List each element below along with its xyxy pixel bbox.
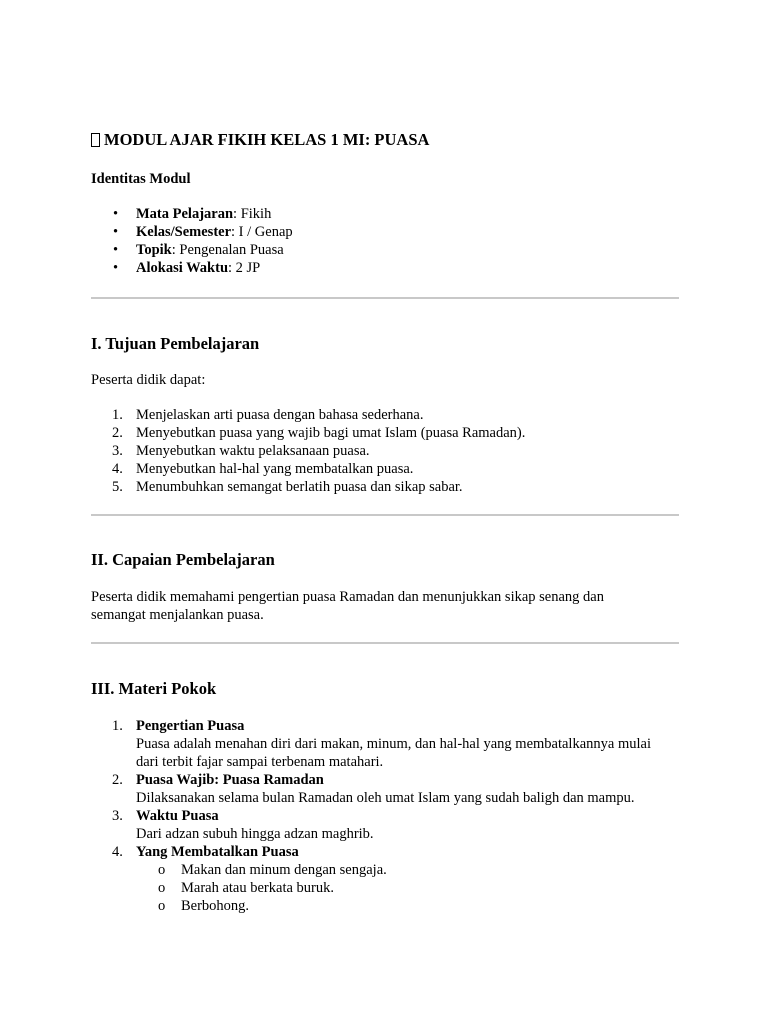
capaian-heading: II. Capaian Pembelajaran [91,550,275,569]
item-number: 5. [112,479,123,495]
list-item [91,807,679,843]
list-item [91,223,679,241]
document-title [91,129,679,151]
item-desc: Dilaksanakan selama bulan Ramadan oleh umat Islam yang sudah baligh dan mampu. [136,790,635,806]
list-item [91,424,679,442]
list-item [91,843,679,915]
item-title: Pengertian Puasa [136,718,245,734]
item-text: Menyebutkan puasa yang wajib bagi umat Islam (puasa Ramadan). [136,425,526,441]
identitas-list [91,205,679,277]
document-title-text: MODUL AJAR FIKIH KELAS 1 MI: PUASA [104,130,430,149]
item-label: Kelas/Semester [136,224,232,240]
item-number: 2. [112,772,123,788]
document-icon [91,133,100,147]
item-text: Menyebutkan waktu pelaksanaan puasa. [136,443,370,459]
tujuan-intro: Peserta didik dapat: [91,372,206,388]
sub-bullet-mark: o [158,862,166,878]
sub-bullet-mark: o [158,898,166,914]
list-item [91,259,679,277]
item-desc: dari terbit fajar sampai terbenam matahari. [136,754,384,770]
list-item [91,241,679,259]
item-title: Yang Membatalkan Puasa [136,844,299,860]
item-value: : I / Genap [231,224,293,240]
item-number: 4. [112,844,123,860]
item-number: 2. [112,425,123,441]
bullet-mark: • [113,242,119,258]
sub-item-text: Marah atau berkata buruk. [181,880,334,896]
item-label: Topik [136,242,172,258]
sub-list-item [136,879,679,897]
list-item [91,771,679,807]
sub-item-text: Makan dan minum dengan sengaja. [181,862,387,878]
item-value: : Fikih [233,206,272,222]
tujuan-heading: I. Tujuan Pembelajaran [91,334,260,353]
tujuan-list [91,406,679,496]
item-label: Mata Pelajaran [136,206,234,222]
sub-item-text: Berbohong. [181,898,250,914]
bullet-mark: • [113,224,119,240]
item-number: 4. [112,461,123,477]
item-title: Puasa Wajib: Puasa Ramadan [136,772,324,788]
list-item [91,460,679,478]
list-item [91,406,679,424]
item-text: Menyebutkan hal-hal yang membatalkan puasa. [136,461,414,477]
capaian-text [91,588,679,624]
item-number: 3. [112,808,123,824]
item-label: Alokasi Waktu [136,260,229,276]
item-number: 1. [112,718,123,734]
capaian-line: Peserta didik memahami pengertian puasa Ramadan dan menunjukkan sikap senang dan [91,589,604,605]
list-item [91,442,679,460]
materi-list [91,717,679,915]
bullet-mark: • [113,260,119,276]
item-text: Menjelaskan arti puasa dengan bahasa sederhana. [136,407,424,423]
item-number: 3. [112,443,123,459]
sub-list [136,861,679,915]
item-title: Waktu Puasa [136,808,219,824]
list-item [91,717,679,771]
materi-heading: III. Materi Pokok [91,679,217,698]
identitas-heading: Identitas Modul [91,171,191,187]
sub-list-item [136,861,679,879]
bullet-mark: • [113,206,119,222]
list-item [91,478,679,496]
sub-list-item [136,897,679,915]
section-divider [91,642,679,644]
sub-bullet-mark: o [158,880,166,896]
item-desc: Dari adzan subuh hingga adzan maghrib. [136,826,374,842]
item-desc: Puasa adalah menahan diri dari makan, minum, dan hal-hal yang membatalkannya mulai [136,736,651,752]
section-divider [91,297,679,299]
item-text: Menumbuhkan semangat berlatih puasa dan sikap sabar. [136,479,463,495]
list-item [91,205,679,223]
item-number: 1. [112,407,123,423]
item-value: : 2 JP [228,260,261,276]
capaian-line: semangat menjalankan puasa. [91,607,264,623]
item-value: : Pengenalan Puasa [171,242,284,258]
document-page [91,129,679,915]
section-divider [91,514,679,516]
